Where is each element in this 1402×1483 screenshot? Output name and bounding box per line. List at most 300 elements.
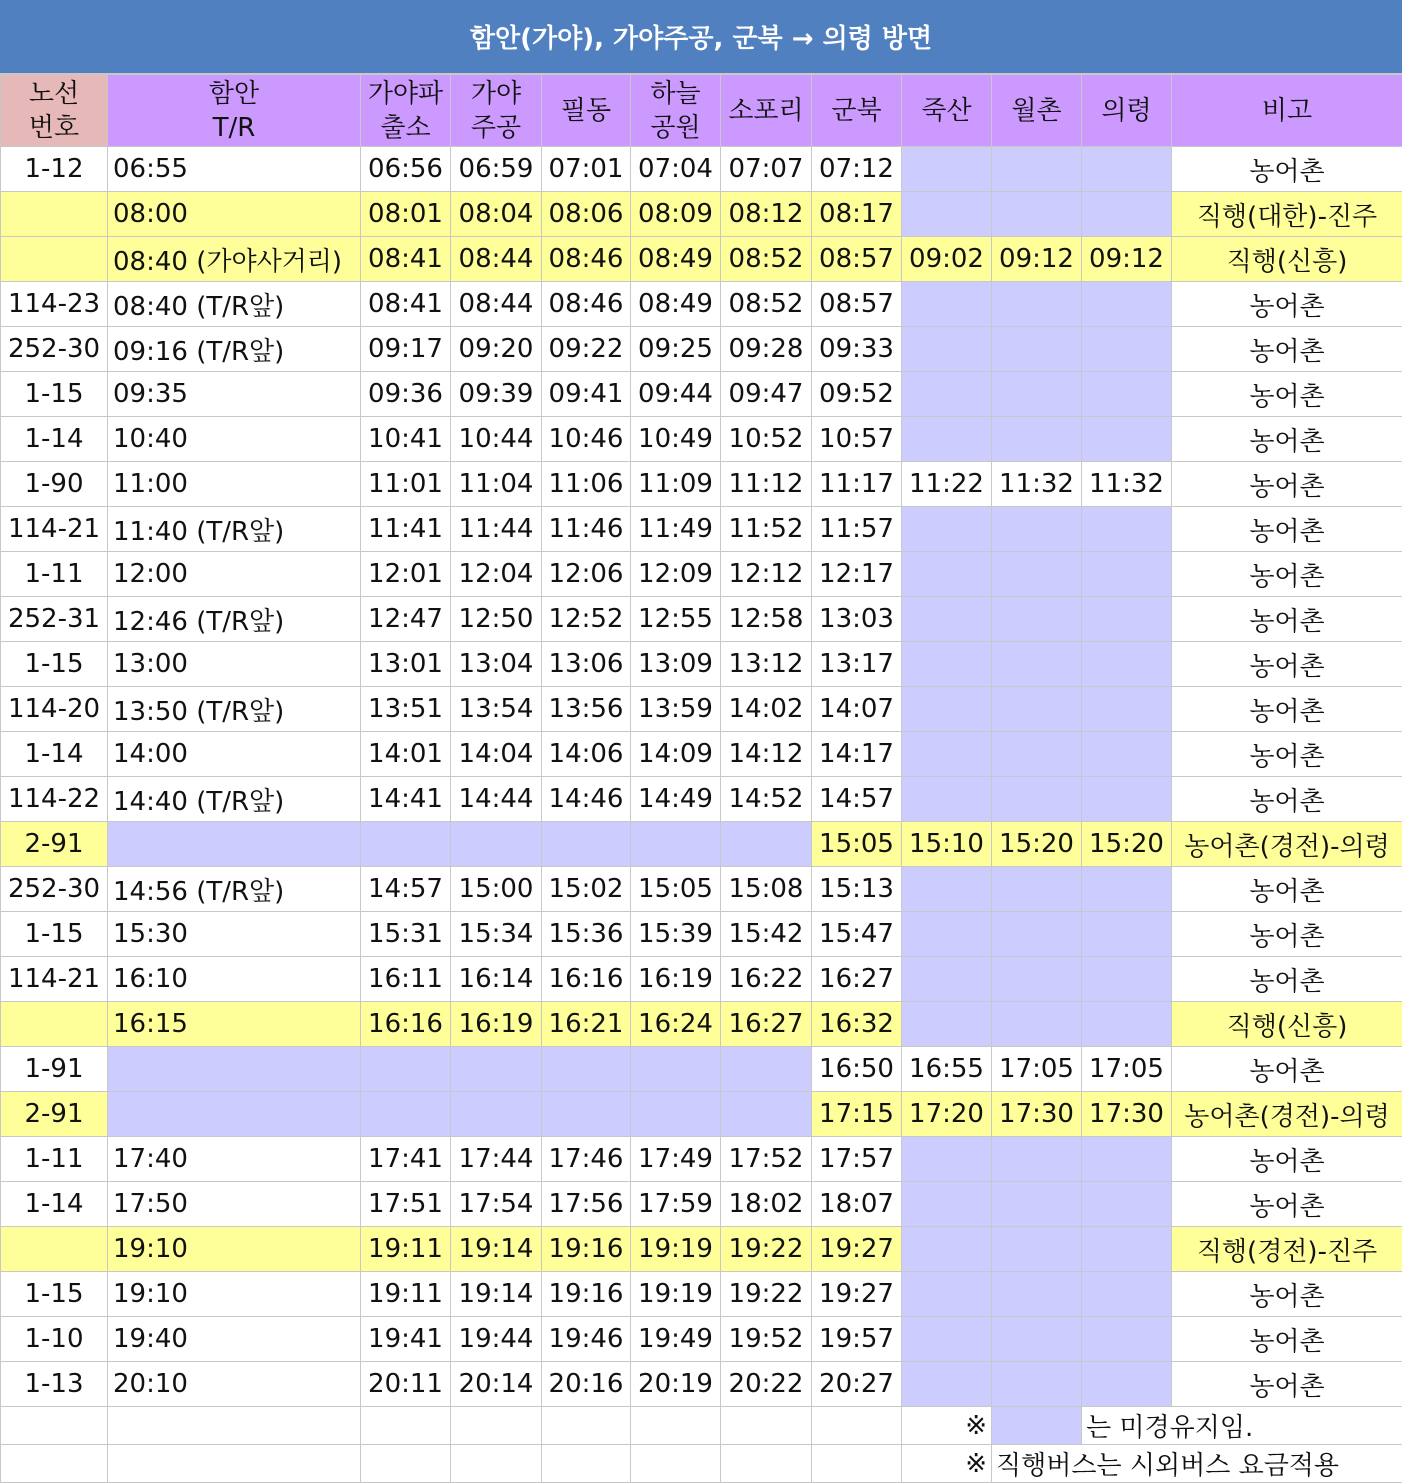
column-header-line: 함안 <box>108 77 360 111</box>
timetable-header <box>1 75 1402 147</box>
time-cell: 08:52 <box>721 237 812 282</box>
time-cell: 16:27 <box>721 1002 812 1047</box>
no-stop-cell <box>992 687 1082 732</box>
column-header-line: 번호 <box>1 111 107 145</box>
time-cell: 10:49 <box>631 417 721 462</box>
time-cell: 13:59 <box>631 687 721 732</box>
route-number-cell: 1-15 <box>1 912 108 957</box>
remarks-cell: 농어촌 <box>1172 1182 1402 1227</box>
time-cell: 12:01 <box>361 552 451 597</box>
time-cell: 14:06 <box>542 732 631 777</box>
route-number-cell: 1-10 <box>1 1317 108 1362</box>
time-cell: 16:11 <box>361 957 451 1002</box>
time-cell: 13:00 <box>108 642 361 687</box>
no-stop-cell <box>902 372 992 417</box>
time-cell: 15:10 <box>902 822 992 867</box>
time-cell: 19:11 <box>361 1272 451 1317</box>
table-row <box>1 192 1402 237</box>
no-stop-cell <box>992 147 1082 192</box>
time-cell: 12:17 <box>812 552 902 597</box>
column-header <box>1082 75 1172 147</box>
table-row <box>1 1362 1402 1407</box>
remarks-cell: 농어촌(경전)-의령 <box>1172 1092 1402 1137</box>
time-cell: 19:27 <box>812 1227 902 1272</box>
route-number-cell: 1-14 <box>1 417 108 462</box>
time-cell: 16:19 <box>631 957 721 1002</box>
route-number-cell: 1-12 <box>1 147 108 192</box>
time-cell: 14:57 <box>812 777 902 822</box>
timetable <box>0 74 1402 1483</box>
time-cell: 19:19 <box>631 1272 721 1317</box>
no-stop-cell <box>108 1047 361 1092</box>
time-cell: 11:40 (T/R앞) <box>108 507 361 552</box>
remarks-cell: 직행(대한)-진주 <box>1172 192 1402 237</box>
time-cell: 19:22 <box>721 1272 812 1317</box>
no-stop-cell <box>902 732 992 777</box>
no-stop-cell <box>992 1002 1082 1047</box>
time-cell: 08:46 <box>542 282 631 327</box>
table-row <box>1 912 1402 957</box>
table-row <box>1 282 1402 327</box>
route-number-cell <box>1 1002 108 1047</box>
route-number-cell: 2-91 <box>1 822 108 867</box>
time-cell: 07:04 <box>631 147 721 192</box>
no-stop-cell <box>1082 1362 1172 1407</box>
route-number-cell: 114-23 <box>1 282 108 327</box>
time-cell: 09:36 <box>361 372 451 417</box>
no-stop-cell <box>1082 1272 1172 1317</box>
no-stop-cell <box>1082 147 1172 192</box>
no-stop-cell <box>451 822 542 867</box>
time-cell: 19:16 <box>542 1227 631 1272</box>
time-cell: 20:22 <box>721 1362 812 1407</box>
remarks-cell: 직행(신흥) <box>1172 1002 1402 1047</box>
time-cell: 19:11 <box>361 1227 451 1272</box>
time-cell: 19:10 <box>108 1272 361 1317</box>
legend-text: 는 미경유지임. <box>1082 1407 1402 1445</box>
time-cell: 16:50 <box>812 1047 902 1092</box>
column-header-line: 공원 <box>631 111 720 145</box>
time-cell: 11:32 <box>992 462 1082 507</box>
no-stop-cell <box>992 1362 1082 1407</box>
route-number-cell <box>1 1227 108 1272</box>
time-cell: 19:57 <box>812 1317 902 1362</box>
table-row <box>1 1272 1402 1317</box>
time-cell: 08:41 <box>361 237 451 282</box>
time-cell: 12:12 <box>721 552 812 597</box>
time-cell: 15:39 <box>631 912 721 957</box>
route-number-cell: 2-91 <box>1 1092 108 1137</box>
time-cell: 08:40 (T/R앞) <box>108 282 361 327</box>
no-stop-cell <box>902 327 992 372</box>
no-stop-cell <box>1082 282 1172 327</box>
no-stop-cell <box>992 417 1082 462</box>
time-cell: 09:25 <box>631 327 721 372</box>
time-cell: 17:50 <box>108 1182 361 1227</box>
remarks-cell: 농어촌 <box>1172 642 1402 687</box>
route-number-cell <box>1 192 108 237</box>
route-number-cell: 1-11 <box>1 552 108 597</box>
time-cell: 17:49 <box>631 1137 721 1182</box>
time-cell: 09:41 <box>542 372 631 417</box>
no-stop-cell <box>108 822 361 867</box>
time-cell: 16:10 <box>108 957 361 1002</box>
time-cell: 08:01 <box>361 192 451 237</box>
route-number-cell: 1-15 <box>1 372 108 417</box>
route-number-cell <box>1 237 108 282</box>
time-cell: 15:05 <box>631 867 721 912</box>
column-header-line: T/R <box>108 111 360 145</box>
time-cell: 19:19 <box>631 1227 721 1272</box>
table-row <box>1 417 1402 462</box>
remarks-cell: 농어촌 <box>1172 912 1402 957</box>
time-cell: 20:16 <box>542 1362 631 1407</box>
table-row <box>1 372 1402 417</box>
time-cell: 06:59 <box>451 147 542 192</box>
time-cell: 15:30 <box>108 912 361 957</box>
no-stop-cell <box>902 1362 992 1407</box>
time-cell: 14:12 <box>721 732 812 777</box>
time-cell: 17:59 <box>631 1182 721 1227</box>
time-cell: 08:09 <box>631 192 721 237</box>
time-cell: 06:56 <box>361 147 451 192</box>
no-stop-cell <box>902 1137 992 1182</box>
time-cell: 20:19 <box>631 1362 721 1407</box>
time-cell: 19:14 <box>451 1227 542 1272</box>
time-cell: 12:50 <box>451 597 542 642</box>
time-cell: 09:20 <box>451 327 542 372</box>
table-row <box>1 237 1402 282</box>
column-header <box>451 75 542 147</box>
table-row <box>1 1002 1402 1047</box>
time-cell: 19:40 <box>108 1317 361 1362</box>
remarks-cell: 농어촌 <box>1172 507 1402 552</box>
table-row <box>1 867 1402 912</box>
no-stop-cell <box>631 1092 721 1137</box>
page-title: 함안(가야), 가야주공, 군북 → 의령 방면 <box>0 0 1402 74</box>
time-cell: 15:02 <box>542 867 631 912</box>
route-number-cell: 1-13 <box>1 1362 108 1407</box>
no-stop-cell <box>992 507 1082 552</box>
time-cell: 08:04 <box>451 192 542 237</box>
route-number-cell: 252-31 <box>1 597 108 642</box>
column-header-line: 소포리 <box>721 94 811 128</box>
time-cell: 19:52 <box>721 1317 812 1362</box>
no-stop-cell <box>992 867 1082 912</box>
table-row <box>1 1092 1402 1137</box>
no-stop-cell <box>902 282 992 327</box>
table-row <box>1 147 1402 192</box>
column-header-line: 의령 <box>1082 94 1171 128</box>
column-header-line: 죽산 <box>902 94 991 128</box>
time-cell: 11:06 <box>542 462 631 507</box>
no-stop-cell <box>631 822 721 867</box>
table-row <box>1 732 1402 777</box>
time-cell: 16:19 <box>451 1002 542 1047</box>
time-cell: 19:46 <box>542 1317 631 1362</box>
table-row <box>1 822 1402 867</box>
note-row-legend <box>1 1407 1402 1445</box>
no-stop-cell <box>902 1182 992 1227</box>
time-cell: 13:09 <box>631 642 721 687</box>
remarks-cell: 농어촌 <box>1172 777 1402 822</box>
column-header <box>1 75 108 147</box>
route-number-cell: 1-11 <box>1 1137 108 1182</box>
no-stop-cell <box>1082 507 1172 552</box>
remarks-cell: 농어촌 <box>1172 462 1402 507</box>
time-cell: 19:10 <box>108 1227 361 1272</box>
time-cell: 08:46 <box>542 237 631 282</box>
remarks-cell: 농어촌 <box>1172 597 1402 642</box>
no-stop-cell <box>1082 1137 1172 1182</box>
note-symbol: ※ <box>902 1445 992 1483</box>
time-cell: 12:04 <box>451 552 542 597</box>
remarks-cell: 농어촌 <box>1172 687 1402 732</box>
column-header <box>812 75 902 147</box>
time-cell: 17:15 <box>812 1092 902 1137</box>
time-cell: 18:02 <box>721 1182 812 1227</box>
time-cell: 19:49 <box>631 1317 721 1362</box>
time-cell: 16:24 <box>631 1002 721 1047</box>
no-stop-cell <box>1082 957 1172 1002</box>
no-stop-cell <box>992 192 1082 237</box>
remarks-cell: 농어촌 <box>1172 1317 1402 1362</box>
no-stop-cell <box>1082 597 1172 642</box>
column-header-line: 주공 <box>451 111 541 145</box>
no-stop-cell <box>902 1227 992 1272</box>
time-cell: 14:52 <box>721 777 812 822</box>
time-cell: 13:12 <box>721 642 812 687</box>
no-stop-cell <box>451 1092 542 1137</box>
no-stop-cell <box>902 1272 992 1317</box>
time-cell: 09:52 <box>812 372 902 417</box>
no-stop-cell <box>992 957 1082 1002</box>
route-number-cell: 1-15 <box>1 1272 108 1317</box>
time-cell: 12:46 (T/R앞) <box>108 597 361 642</box>
column-header-line: 노선 <box>1 77 107 111</box>
no-stop-cell <box>992 777 1082 822</box>
remarks-cell: 농어촌 <box>1172 327 1402 372</box>
time-cell: 11:52 <box>721 507 812 552</box>
column-header-line: 가야 <box>451 77 541 111</box>
time-cell: 09:16 (T/R앞) <box>108 327 361 372</box>
time-cell: 15:36 <box>542 912 631 957</box>
no-stop-cell <box>902 867 992 912</box>
time-cell: 20:11 <box>361 1362 451 1407</box>
time-cell: 13:17 <box>812 642 902 687</box>
time-cell: 08:06 <box>542 192 631 237</box>
no-stop-cell <box>902 687 992 732</box>
note-row-fare <box>1 1445 1402 1483</box>
time-cell: 09:35 <box>108 372 361 417</box>
remarks-cell: 농어촌 <box>1172 372 1402 417</box>
column-header <box>361 75 451 147</box>
no-stop-cell <box>902 597 992 642</box>
no-stop-cell <box>542 1047 631 1092</box>
time-cell: 17:40 <box>108 1137 361 1182</box>
no-stop-cell <box>1082 777 1172 822</box>
table-row <box>1 1182 1402 1227</box>
no-stop-cell <box>992 327 1082 372</box>
time-cell: 17:05 <box>992 1047 1082 1092</box>
column-header <box>721 75 812 147</box>
remarks-cell: 농어촌 <box>1172 1047 1402 1092</box>
time-cell: 08:00 <box>108 192 361 237</box>
time-cell: 11:41 <box>361 507 451 552</box>
time-cell: 14:07 <box>812 687 902 732</box>
time-cell: 08:49 <box>631 282 721 327</box>
time-cell: 13:01 <box>361 642 451 687</box>
column-header-line: 비고 <box>1172 94 1402 128</box>
time-cell: 10:52 <box>721 417 812 462</box>
no-stop-cell <box>631 1047 721 1092</box>
header-row <box>1 75 1402 147</box>
no-stop-cell <box>992 1272 1082 1317</box>
time-cell: 19:14 <box>451 1272 542 1317</box>
time-cell: 17:52 <box>721 1137 812 1182</box>
route-number-cell: 252-30 <box>1 327 108 372</box>
time-cell: 11:17 <box>812 462 902 507</box>
time-cell: 11:09 <box>631 462 721 507</box>
time-cell: 08:52 <box>721 282 812 327</box>
no-stop-cell <box>1082 687 1172 732</box>
time-cell: 08:49 <box>631 237 721 282</box>
no-stop-cell <box>992 552 1082 597</box>
note-symbol: ※ <box>902 1407 992 1445</box>
time-cell: 08:41 <box>361 282 451 327</box>
time-cell: 08:57 <box>812 282 902 327</box>
time-cell: 08:44 <box>451 237 542 282</box>
no-stop-cell <box>1082 912 1172 957</box>
table-row <box>1 642 1402 687</box>
table-row <box>1 552 1402 597</box>
no-stop-cell <box>992 912 1082 957</box>
no-stop-cell <box>1082 1182 1172 1227</box>
no-stop-cell <box>721 822 812 867</box>
time-cell: 12:55 <box>631 597 721 642</box>
column-header-line: 필동 <box>542 94 630 128</box>
time-cell: 09:02 <box>902 237 992 282</box>
column-header <box>631 75 721 147</box>
no-stop-cell <box>902 507 992 552</box>
no-stop-cell <box>992 642 1082 687</box>
time-cell: 12:06 <box>542 552 631 597</box>
column-header <box>108 75 361 147</box>
column-header <box>902 75 992 147</box>
time-cell: 11:00 <box>108 462 361 507</box>
time-cell: 12:09 <box>631 552 721 597</box>
time-cell: 16:55 <box>902 1047 992 1092</box>
no-stop-cell <box>1082 192 1172 237</box>
time-cell: 11:22 <box>902 462 992 507</box>
no-stop-cell <box>361 1092 451 1137</box>
no-stop-cell <box>1082 372 1172 417</box>
time-cell: 08:12 <box>721 192 812 237</box>
table-row <box>1 597 1402 642</box>
time-cell: 13:50 (T/R앞) <box>108 687 361 732</box>
time-cell: 15:42 <box>721 912 812 957</box>
no-stop-cell <box>992 372 1082 417</box>
time-cell: 17:56 <box>542 1182 631 1227</box>
time-cell: 18:07 <box>812 1182 902 1227</box>
time-cell: 13:56 <box>542 687 631 732</box>
time-cell: 15:20 <box>992 822 1082 867</box>
no-stop-cell <box>902 417 992 462</box>
remarks-cell: 농어촌 <box>1172 957 1402 1002</box>
time-cell: 09:47 <box>721 372 812 417</box>
time-cell: 07:01 <box>542 147 631 192</box>
time-cell: 17:57 <box>812 1137 902 1182</box>
route-number-cell: 114-21 <box>1 507 108 552</box>
no-stop-cell <box>361 822 451 867</box>
time-cell: 08:44 <box>451 282 542 327</box>
time-cell: 11:04 <box>451 462 542 507</box>
route-number-cell: 1-14 <box>1 1182 108 1227</box>
time-cell: 06:55 <box>108 147 361 192</box>
time-cell: 20:10 <box>108 1362 361 1407</box>
no-stop-cell <box>992 732 1082 777</box>
time-cell: 19:27 <box>812 1272 902 1317</box>
time-cell: 14:57 <box>361 867 451 912</box>
no-stop-cell <box>902 777 992 822</box>
time-cell: 11:44 <box>451 507 542 552</box>
column-header-line: 하늘 <box>631 77 720 111</box>
time-cell: 16:22 <box>721 957 812 1002</box>
no-stop-cell <box>1082 1002 1172 1047</box>
time-cell: 13:04 <box>451 642 542 687</box>
time-cell: 10:46 <box>542 417 631 462</box>
time-cell: 14:40 (T/R앞) <box>108 777 361 822</box>
time-cell: 17:44 <box>451 1137 542 1182</box>
time-cell: 19:44 <box>451 1317 542 1362</box>
time-cell: 14:00 <box>108 732 361 777</box>
time-cell: 09:12 <box>992 237 1082 282</box>
no-stop-cell <box>1082 1227 1172 1272</box>
time-cell: 08:57 <box>812 237 902 282</box>
time-cell: 10:41 <box>361 417 451 462</box>
time-cell: 12:52 <box>542 597 631 642</box>
table-row <box>1 1227 1402 1272</box>
remarks-cell: 농어촌 <box>1172 417 1402 462</box>
time-cell: 16:27 <box>812 957 902 1002</box>
remarks-cell: 직행(경전)-진주 <box>1172 1227 1402 1272</box>
table-row <box>1 1047 1402 1092</box>
time-cell: 15:20 <box>1082 822 1172 867</box>
no-stop-cell <box>992 597 1082 642</box>
time-cell: 19:22 <box>721 1227 812 1272</box>
column-header <box>992 75 1082 147</box>
time-cell: 15:00 <box>451 867 542 912</box>
time-cell: 09:33 <box>812 327 902 372</box>
route-number-cell: 114-22 <box>1 777 108 822</box>
column-header-line: 월촌 <box>992 94 1081 128</box>
time-cell: 10:57 <box>812 417 902 462</box>
time-cell: 13:03 <box>812 597 902 642</box>
table-row <box>1 1317 1402 1362</box>
table-row <box>1 687 1402 732</box>
time-cell: 14:44 <box>451 777 542 822</box>
time-cell: 14:01 <box>361 732 451 777</box>
route-number-cell: 252-30 <box>1 867 108 912</box>
route-number-cell: 1-15 <box>1 642 108 687</box>
time-cell: 14:02 <box>721 687 812 732</box>
column-header-line: 가야파 <box>361 77 450 111</box>
time-cell: 14:09 <box>631 732 721 777</box>
column-header <box>542 75 631 147</box>
time-cell: 09:12 <box>1082 237 1172 282</box>
time-cell: 14:49 <box>631 777 721 822</box>
no-stop-cell <box>1082 642 1172 687</box>
